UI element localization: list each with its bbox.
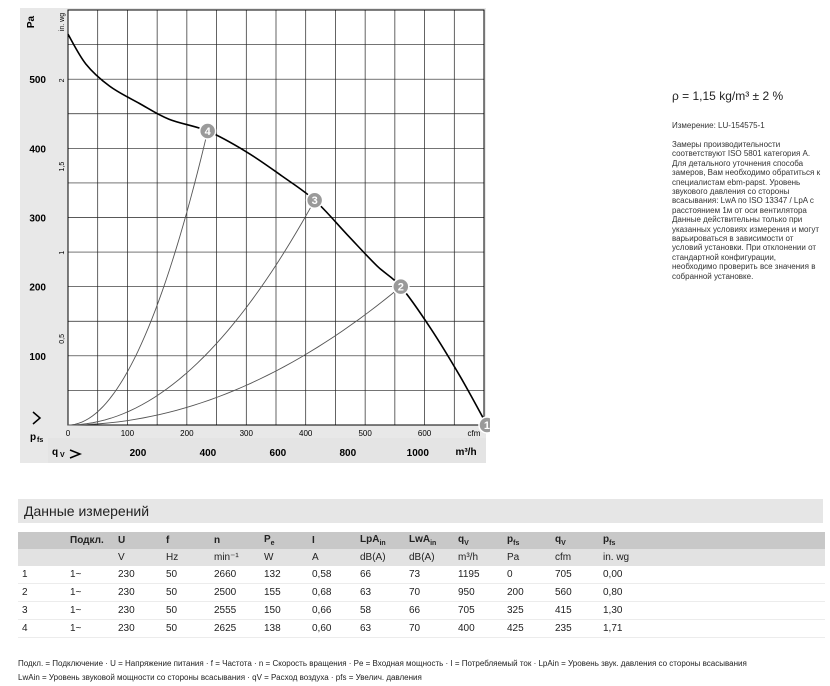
table-cell-subscript: in bbox=[379, 540, 386, 547]
table-cell: 4 bbox=[18, 620, 66, 638]
table-cell: LwA$_{in}$ bbox=[405, 532, 454, 549]
table-cell: 63 bbox=[356, 584, 405, 602]
table-cell: 0 bbox=[503, 566, 551, 584]
y-tick-pa: 400 bbox=[29, 144, 46, 156]
measurement-table bbox=[18, 532, 825, 638]
y-axis-title-sub: fs bbox=[37, 437, 44, 444]
table-cell: 70 bbox=[405, 584, 454, 602]
table-cell: 3 bbox=[18, 602, 66, 620]
table-cell: $p_{fs}$ bbox=[503, 532, 551, 549]
measurement-notes: Замеры производительности соответствуют ISO 5801 категория А. Для детального уточнения способа замеров, Вам необходимо обратиться к специалистам ebm-papst. Уровень звукового давления со стороны всасывания: LwA по ISO 13347 / LpA с расстоянием 1м от оси вентилятора Данные действительны только при указанных условиях измерения и могут варьироваться в зависимости от условий установки. При отклонении от стандартной конфигурации, необходимо проверить все значения в собранной установке. bbox=[672, 140, 821, 281]
table-cell: $q_V$ bbox=[454, 532, 503, 549]
table-cell: 58 bbox=[356, 602, 405, 620]
x-tick-cfm: 500 bbox=[358, 429, 372, 438]
table-cell: 1~ bbox=[66, 584, 114, 602]
table-cell: V bbox=[114, 549, 162, 566]
table-cell-subscript: V bbox=[464, 540, 469, 547]
table-cell: 70 bbox=[405, 620, 454, 638]
table-cell: 73 bbox=[405, 566, 454, 584]
measurement-id: Измерение: LU-154575-1 bbox=[672, 121, 765, 130]
table-cell: f bbox=[162, 532, 210, 549]
x-tick-cfm: 200 bbox=[180, 429, 194, 438]
y-tick-pa: 300 bbox=[29, 213, 46, 225]
x-unit-cfm-label: cfm bbox=[467, 429, 481, 438]
table-cell: 138 bbox=[260, 620, 308, 638]
table-cell: 230 bbox=[114, 584, 162, 602]
x-tick-cfm: 300 bbox=[239, 429, 253, 438]
table-cell: 2555 bbox=[210, 602, 260, 620]
table-cell: LpA$_{in}$ bbox=[356, 532, 405, 549]
table-cell: 2500 bbox=[210, 584, 260, 602]
table-cell: 0,68 bbox=[308, 584, 356, 602]
table-cell: 705 bbox=[454, 602, 503, 620]
table-cell: A bbox=[308, 549, 356, 566]
table-cell: 0,00 bbox=[599, 566, 825, 584]
table-cell: 1 bbox=[18, 566, 66, 584]
y-axis-title-main: p bbox=[30, 432, 37, 443]
table-cell: n bbox=[210, 532, 260, 549]
table-cell: 230 bbox=[114, 602, 162, 620]
y-tick-pa: 200 bbox=[29, 282, 46, 294]
table-cell: 425 bbox=[503, 620, 551, 638]
table-cell: 150 bbox=[260, 602, 308, 620]
table-cell: 0,66 bbox=[308, 602, 356, 620]
table-cell: 1,71 bbox=[599, 620, 825, 638]
table-cell-subscript: fs bbox=[609, 540, 616, 547]
table-cell: U bbox=[114, 532, 162, 549]
legend-line-2: LwAin = Уровень звуковой мощности со стороны всасывания · qV = Расход воздуха · pfs = Увелич. давления bbox=[18, 673, 422, 682]
table-cell: 50 bbox=[162, 584, 210, 602]
table-cell: $P_e$ bbox=[260, 532, 308, 549]
section-title: Данные измерений bbox=[18, 499, 823, 523]
table-cell: 1~ bbox=[66, 566, 114, 584]
table-row bbox=[18, 566, 825, 584]
operating-point-label: 1 bbox=[483, 420, 490, 432]
table-cell: 950 bbox=[454, 584, 503, 602]
table-cell bbox=[66, 549, 114, 566]
table-cell: 1~ bbox=[66, 602, 114, 620]
table-cell: 66 bbox=[405, 602, 454, 620]
table-cell: I bbox=[308, 532, 356, 549]
table-cell: m³/h bbox=[454, 549, 503, 566]
y-unit-pa-label: Pa bbox=[26, 15, 37, 29]
table-cell: 50 bbox=[162, 602, 210, 620]
table-cell: Подкл. bbox=[66, 532, 114, 549]
table-header-row bbox=[18, 532, 825, 549]
table-cell: 415 bbox=[551, 602, 599, 620]
table-cell: $p_{fs}$ bbox=[599, 532, 825, 549]
table-cell: 50 bbox=[162, 620, 210, 638]
table-cell: 2625 bbox=[210, 620, 260, 638]
x-axis-title-main: q bbox=[52, 447, 59, 458]
table-cell-subscript: e bbox=[270, 540, 275, 547]
table-cell-subscript: in bbox=[430, 540, 437, 547]
x-tick-cfm: 600 bbox=[417, 429, 432, 438]
table-cell: 0,60 bbox=[308, 620, 356, 638]
x-tick-m3h: 800 bbox=[339, 448, 357, 459]
x-tick-cfm: 100 bbox=[120, 429, 135, 438]
x-tick-m3h: 1000 bbox=[406, 448, 429, 459]
x-tick-m3h: 200 bbox=[129, 448, 147, 459]
table-cell: 1,30 bbox=[599, 602, 825, 620]
table-row bbox=[18, 584, 825, 602]
x-tick-cfm: 400 bbox=[299, 429, 313, 438]
table-cell: 1195 bbox=[454, 566, 503, 584]
table-cell: 1~ bbox=[66, 620, 114, 638]
table-cell: cfm bbox=[551, 549, 599, 566]
table-cell: dB(A) bbox=[356, 549, 405, 566]
x-tick-m3h: 600 bbox=[269, 448, 287, 459]
table-cell: 50 bbox=[162, 566, 210, 584]
table-row bbox=[18, 602, 825, 620]
table-cell: 230 bbox=[114, 620, 162, 638]
table-cell: in. wg bbox=[599, 549, 825, 566]
table-cell: 132 bbox=[260, 566, 308, 584]
table-cell: 63 bbox=[356, 620, 405, 638]
table-cell: 705 bbox=[551, 566, 599, 584]
y-tick-inwg: 2 bbox=[59, 78, 66, 83]
operating-point-label: 3 bbox=[311, 195, 318, 208]
legend-line-1: Подкл. = Подключение · U = Напряжение питания · f = Частота · n = Скорость вращения · Pe = Входная мощность · I = Потребляемый ток · LpAin = Уровень звук. давления со стороны всасывания bbox=[18, 659, 747, 668]
y-unit-inwg-label: in. wg bbox=[59, 12, 66, 32]
density-note: ρ = 1,15 kg/m³ ± 2 % bbox=[672, 89, 784, 103]
fan-performance-chart bbox=[0, 0, 490, 470]
table-cell: 400 bbox=[454, 620, 503, 638]
operating-point-label: 2 bbox=[397, 281, 404, 294]
table-cell: 200 bbox=[503, 584, 551, 602]
x-axis-title-sub: V bbox=[60, 452, 65, 459]
x-unit-m3h-label: m³/h bbox=[455, 447, 477, 458]
table-cell: 2660 bbox=[210, 566, 260, 584]
table-cell bbox=[18, 532, 66, 549]
y-tick-pa: 500 bbox=[29, 75, 46, 87]
y-tick-inwg: 1,5 bbox=[59, 161, 66, 172]
operating-point-label: 4 bbox=[204, 126, 211, 139]
table-cell: Hz bbox=[162, 549, 210, 566]
table-cell-subscript: fs bbox=[513, 540, 520, 547]
table-cell bbox=[18, 549, 66, 566]
table-cell: 230 bbox=[114, 566, 162, 584]
x-tick-cfm: 0 bbox=[65, 429, 71, 438]
table-units-row bbox=[18, 549, 825, 566]
table-cell-subscript: V bbox=[561, 540, 566, 547]
table-cell: Pa bbox=[503, 549, 551, 566]
table-cell: 2 bbox=[18, 584, 66, 602]
table-cell: 0,58 bbox=[308, 566, 356, 584]
x-tick-m3h: 400 bbox=[199, 448, 217, 459]
y-tick-inwg: 0,5 bbox=[59, 333, 66, 344]
y-tick-pa: 100 bbox=[29, 351, 46, 363]
table-cell: dB(A) bbox=[405, 549, 454, 566]
table-cell: min⁻¹ bbox=[210, 549, 260, 566]
fan-chart-area bbox=[0, 0, 490, 470]
y-tick-inwg: 1 bbox=[59, 250, 66, 255]
table-cell: $q_V$ bbox=[551, 532, 599, 549]
table-cell: 66 bbox=[356, 566, 405, 584]
table-cell: 155 bbox=[260, 584, 308, 602]
table-cell: 235 bbox=[551, 620, 599, 638]
table-row bbox=[18, 620, 825, 638]
table-cell: 325 bbox=[503, 602, 551, 620]
table-cell: 560 bbox=[551, 584, 599, 602]
table-cell: 0,80 bbox=[599, 584, 825, 602]
table-cell: W bbox=[260, 549, 308, 566]
